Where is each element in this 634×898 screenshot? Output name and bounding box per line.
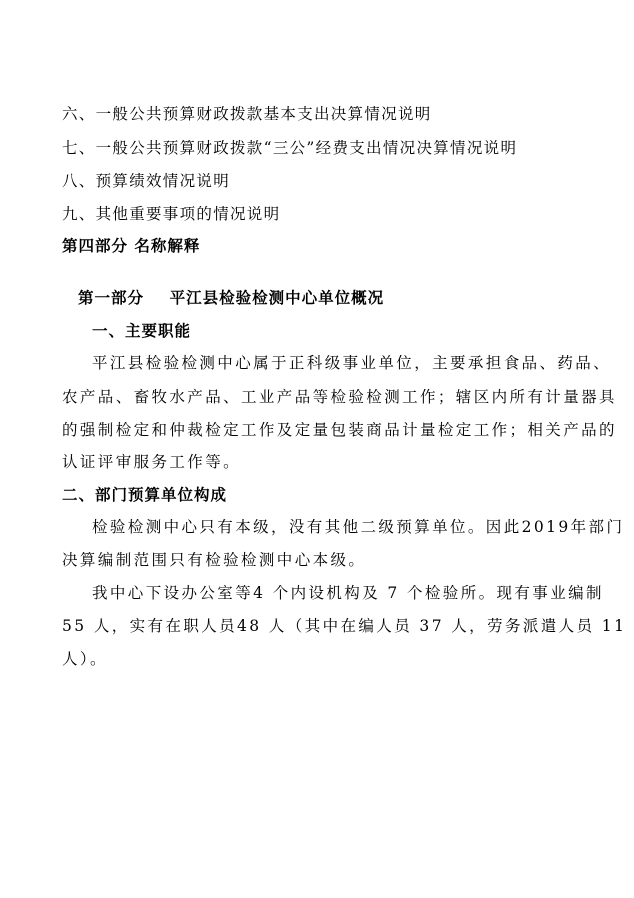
toc-item-6: 六、一般公共预算财政拨款基本支出决算情况说明 — [62, 105, 432, 123]
section-1-line-1: 平江县检验检测中心属于正科级事业单位，主要承担食品、药品、 — [92, 354, 612, 372]
section-2-heading: 二、部门预算单位构成 — [62, 486, 228, 504]
toc-item-7: 七、一般公共预算财政拨款“三公”经费支出情况决算情况说明 — [62, 139, 518, 157]
section-1-heading: 一、主要职能 — [92, 322, 192, 340]
toc-part-4-heading: 第四部分 名称解释 — [62, 237, 201, 255]
section-2-para-2-line-3: 人）。 — [62, 650, 108, 668]
section-2-para-1-line-2: 决算编制范围只有检验检测中心本级。 — [62, 551, 367, 569]
toc-item-8: 八、预算绩效情况说明 — [62, 172, 231, 190]
section-2-para-2-line-1: 我中心下设办公室等4 个内设机构及 7 个检验所。现有事业编制 — [92, 584, 604, 602]
section-1-line-3: 的强制检定和仲裁检定工作及定量包装商品计量检定工作；相关产品的 — [62, 421, 617, 439]
section-2-para-2-line-2: 55 人，实有在职人员48 人（其中在编人员 37 人，劳务派遣人员 11 — [62, 617, 627, 635]
part-1-title: 第一部分 平江县检验检测中心单位概况 — [78, 289, 385, 307]
toc-item-9: 九、其他重要事项的情况说明 — [62, 205, 281, 223]
section-1-line-2: 农产品、畜牧水产品、工业产品等检验检测工作；辖区内所有计量器具 — [62, 388, 617, 406]
section-2-para-1-line-1: 检验检测中心只有本级，没有其他二级预算单位。因此2019年部门 — [92, 518, 625, 536]
section-1-line-4: 认证评审服务工作等。 — [62, 453, 242, 471]
